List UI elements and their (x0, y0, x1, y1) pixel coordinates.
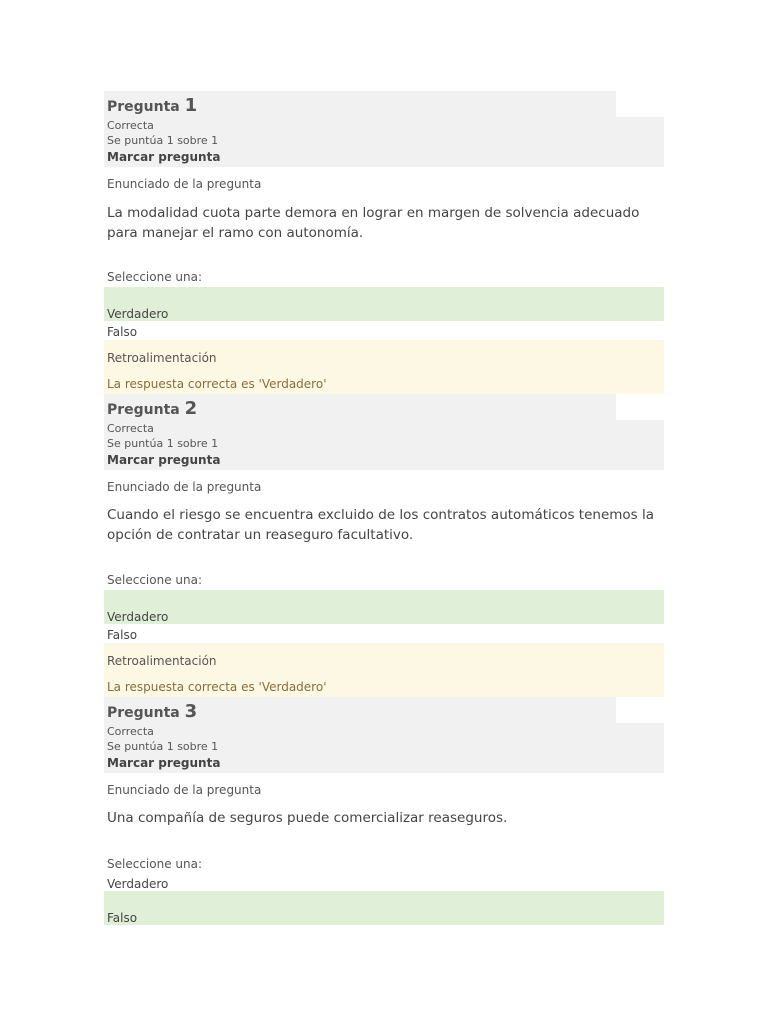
question-text: Una compañía de seguros puede comercializar reaseguros. (107, 810, 508, 826)
question-header (104, 394, 616, 420)
question-header (104, 697, 616, 723)
answer-option-label: Falso (107, 628, 138, 642)
question-number: 3 (184, 701, 198, 722)
question-text: Cuando el riesgo se encuentra excluido de los contratos automáticos tenemos la opción de contratar un reaseguro facultativo. (107, 507, 655, 543)
answer-option-true[interactable] (104, 874, 664, 891)
question-info (104, 723, 664, 773)
question-prompt-label: Enunciado de la pregunta (107, 480, 262, 494)
question-state: Correcta (107, 119, 154, 132)
answer-option-label: Falso (107, 911, 138, 925)
question-grade: Se puntúa 1 sobre 1 (107, 437, 219, 450)
question-text: La modalidad cuota parte demora en lograr en margen de solvencia adecuado para manejar el ramo con autonomía. (107, 205, 640, 241)
question-title-label: Pregunta (107, 402, 180, 418)
question-info (104, 420, 664, 470)
feedback-box (104, 643, 664, 697)
question-title-label: Pregunta (107, 705, 180, 721)
answer-option-label: Verdadero (107, 307, 169, 321)
question-grade: Se puntúa 1 sobre 1 (107, 740, 219, 753)
feedback-text: La respuesta correcta es 'Verdadero' (107, 680, 327, 694)
answer-option-true[interactable] (104, 590, 664, 624)
question-grade: Se puntúa 1 sobre 1 (107, 134, 219, 147)
answer-option-false[interactable] (104, 322, 664, 339)
feedback-title: Retroalimentación (107, 351, 217, 365)
question-state: Correcta (107, 725, 154, 738)
question-title-label: Pregunta (107, 99, 180, 115)
answer-option-false[interactable] (104, 625, 664, 642)
question-prompt-label: Enunciado de la pregunta (107, 783, 262, 797)
question-number: 2 (184, 398, 198, 419)
question-number: 1 (184, 95, 198, 116)
flag-question-link[interactable]: Marcar pregunta (107, 453, 221, 467)
select-one-label: Seleccione una: (107, 270, 202, 284)
feedback-title: Retroalimentación (107, 654, 217, 668)
question-header (104, 91, 616, 117)
question-title (107, 398, 197, 419)
answer-option-label: Verdadero (107, 610, 169, 624)
question-prompt-label: Enunciado de la pregunta (107, 177, 262, 191)
question-title (107, 95, 197, 116)
select-one-label: Seleccione una: (107, 573, 202, 587)
question-state: Correcta (107, 422, 154, 435)
select-one-label: Seleccione una: (107, 857, 202, 871)
question-info (104, 117, 664, 167)
answer-option-true[interactable] (104, 287, 664, 321)
question-title (107, 701, 197, 722)
answer-option-label: Verdadero (107, 877, 169, 891)
feedback-text: La respuesta correcta es 'Verdadero' (107, 377, 327, 391)
flag-question-link[interactable]: Marcar pregunta (107, 756, 221, 770)
answer-option-false[interactable] (104, 891, 664, 925)
flag-question-link[interactable]: Marcar pregunta (107, 150, 221, 164)
feedback-box (104, 340, 664, 394)
answer-option-label: Falso (107, 325, 138, 339)
